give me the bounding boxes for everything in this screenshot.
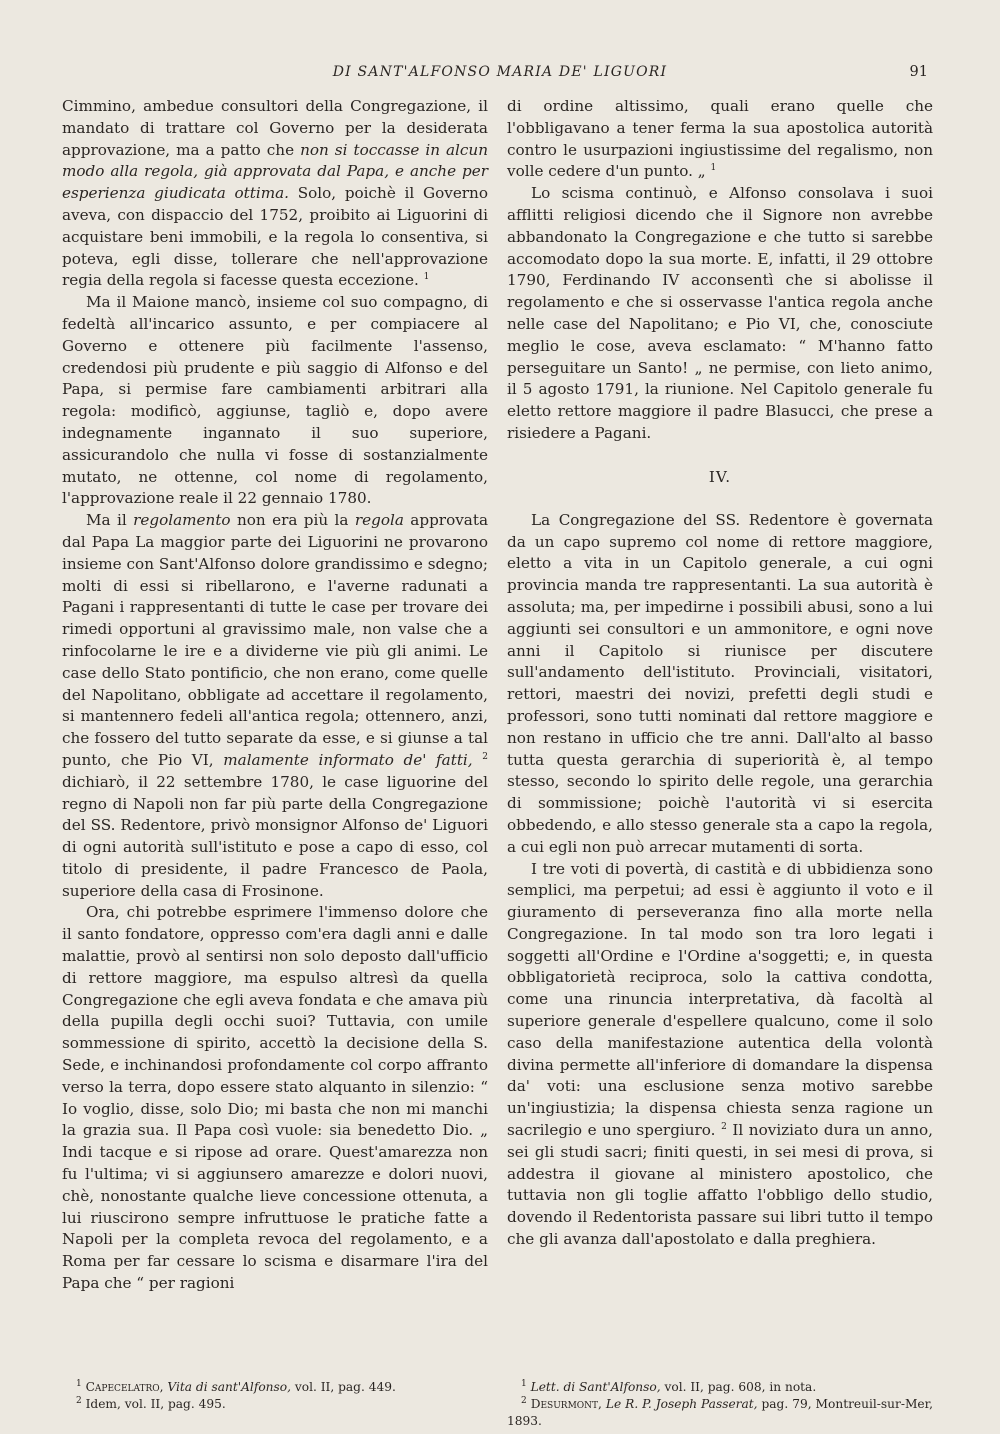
text-run: La Congregazione del SS. Redentore è governata da un capo supremo col nome di rettore maggiore, eletto a vita in un Capitolo generale, a cui ogni provincia manda tre rappresentanti. La sua autorità è assoluta; ma, per impedirne i possibili abusi, sono a lui aggiunti sei consultori e un ammonitore, e ogni nove anni il Capitolo si riunisce per discutere sull'andamento dell'istituto. Provinciali, visitatori, rettori, maestri dei novizi, prefetti degli studi e professori, sono tutti nominati dal rettore maggiore e non restano in ufficio che tre anni. Dall'alto al basso tutta questa gerarchia di superiorità è, al tempo stesso, secondo lo spirito delle regole, una gerarchia di sommissione; poichè l'autorità vi si esercita obbedendo, e allo stesso generale sta a capo la regola, a cui egli non può arrecar mutamenti di sorta. — [507, 510, 933, 856]
paragraph — [62, 902, 488, 1294]
italic-text: Vita di sant'Alfonso, — [167, 1380, 291, 1394]
paragraph — [507, 859, 933, 1251]
text-run: dichiarò, il 22 settembre 1780, le case liguorine del regno di Napoli non far più parte della Congregazione del SS. Redentore, privò monsignor Alfonso de' Liguori di ogni autorità sull'istituto e pose a capo di esso, col titolo di presidente, il padre Francesco de Paola, superiore della casa di Frosinone. — [62, 772, 488, 900]
small-caps-text: Capecelatro, — [85, 1380, 164, 1394]
text-run: Il noviziato dura un anno, sei gli studi sacri; finiti questi, in sei mesi di prova, si addestra il giovane al ministero apostolico, che tuttavia non gli toglie affatto l'obbligo dello studio, dovendo il Redentorista passare sui libri tutto il tempo che gli avanza dall'apostolato e dalla preghiera. — [507, 1121, 933, 1249]
text-run: di ordine altissimo, quali erano quelle che l'obbligavano a tener ferma la sua apostolica autorità contro le usurpazioni ingiustissime del regalismo, non volle cedere d'un punto. „ — [507, 97, 933, 181]
italic-text: regola — [354, 511, 404, 530]
italic-text: Le R. P. Joseph Passerat, — [605, 1397, 758, 1411]
paragraph — [62, 96, 488, 292]
footnote — [62, 1396, 488, 1413]
footnote-ref: 2 — [521, 1395, 527, 1406]
text-run: vol. II, pag. 449. — [290, 1380, 396, 1394]
text-run: Ma il — [86, 511, 134, 530]
section-heading: IV. — [708, 467, 732, 486]
footnote-ref: 1 — [76, 1378, 82, 1389]
text-run: non era più la — [230, 511, 355, 530]
paragraph — [62, 510, 488, 902]
footnote-ref: 1 — [423, 272, 430, 283]
text-run: Cimmino, ambedue consultori della Congregazione, il mandato di trattare col Governo per la desiderata approvazione, ma a patto che — [62, 97, 488, 159]
footnote-ref: 2 — [721, 1122, 727, 1132]
paragraph — [507, 183, 933, 445]
text-run: Idem, vol. II, pag. 495. — [81, 1397, 226, 1411]
italic-text: non si toccasse in alcun modo alla regola, già approvata dal Papa, e anche per esperienza giudicata ottima. — [62, 140, 488, 203]
running-head — [0, 62, 1000, 84]
paragraph — [507, 96, 933, 183]
text-run — [473, 751, 483, 769]
running-title: DI SANT'ALFONSO MARIA DE' LIGUORI — [332, 64, 668, 80]
italic-text: malamente informato de' fatti, — [223, 750, 473, 769]
footnote-ref: 2 — [482, 751, 489, 762]
right-column — [507, 96, 933, 1251]
text-run: I tre voti di povertà, di castità e di ubbidienza sono semplici, ma perpetui; ad essi è aggiunto il voto e il giuramento di perseveranza fino alla morte nella Congregazione. In tal modo son tra loro legati i soggetti all'Ordine e l'Ordine a'soggetti; e, in questa obbligatorietà reciproca, solo la cattiva condotta, come una rinuncia interpretativa, dà facoltà al superiore generale d'espellere qualcuno, come il solo caso della manifestazione autentica della volontà divina permette all'inferiore di domandare la dispensa da' voti: una esclusione senza motivo sarebbe un'ingiustizia; la dispensa chiesta senza ragione un sacrilegio e uno spergiuro. — [507, 859, 933, 1140]
right-column-text-top — [507, 96, 933, 445]
text-run: vol. II, pag. 608, in nota. — [660, 1380, 817, 1394]
text-run: Ma il Maione mancò, insieme col suo compagno, di fedeltà all'incarico assunto, e per compiacere al Governo e ottenere più facilmente l'assenso, credendosi più prudente e più saggio di Alfonso e del Papa, si permise fare cambiamenti arbitrari alla regola: modificò, aggiunse, tagliò e, dopo avere indegnamente ingannato il suo superiore, assicurandolo che nulla vi fosse di sostanzialmente mutato, ne ottenne, col nome di regolamento, l'approvazione reale il 22 gennaio 1780. — [62, 293, 488, 508]
text-run: approvata dal Papa La maggior parte dei Liguorini ne provarono insieme con Sant'Alfonso dolore grandissimo e sdegno; molti di essi si ribellarono, e l'averne radunati a Pagani i rappresentanti di tutte le case per trovare dei rimedi opportuni al gravissimo male, non valse che a rinfocolarne le ire e a dividerne vie più gli animi. Le case dello Stato pontificio, che non erano, come quelle del Napolitano, obbligate ad accettare il regolamento, si mantennero fedeli all'antica regola; ottennero, anzi, che fossero del tutto separate da esse, e si giunse a tal punto, che Pio VI, — [62, 511, 489, 769]
footnote-ref: 1 — [521, 1378, 527, 1389]
text-run: Lo scisma continuò, e Alfonso consolava i suoi afflitti religiosi dicendo che il Signore non avrebbe abbandonato la Congregazione e che tutto si sarebbe accomodato dopo la sua morte. E, infatti, il 29 ottobre 1790, Ferdinando IV acconsentì che si abolisse il regolamento e che si osservasse l'antica regola anche nelle case del Napolitano; e Pio VI, che, conosciute meglio le cose, aveva esclamato: “ M'hanno fatto perseguitare un Santo! „ ne permise, con lieto animo, il 5 agosto 1791, la riunione. Nel Capitolo generale fu eletto rettore maggiore il padre Blasucci, che prese a risiedere a Pagani. — [507, 184, 933, 442]
paragraph — [62, 292, 488, 510]
footnote — [507, 1379, 933, 1396]
text-run: Solo, poichè il Governo aveva, con dispaccio del 1752, proibito ai Liguorini di acquistare beni immobili, e la regola lo consentiva, si poteva, egli disse, tollerare che nell'approvazione regia della regola si facesse questa eccezione. — [62, 184, 488, 290]
right-column-text-bottom — [507, 510, 933, 1251]
footnote-ref: 1 — [710, 163, 717, 174]
left-column — [62, 96, 488, 1295]
left-column-text — [62, 96, 488, 1295]
italic-text: regolamento — [133, 511, 231, 530]
footnote — [62, 1379, 488, 1396]
text-run: Ora, chi potrebbe esprimere l'immenso dolore che il santo fondatore, oppresso com'era dagli anni e dalle malattie, provò al sentirsi non solo deposto dall'ufficio di rettore maggiore, ma espulso altresì da quella Congregazione che egli aveva fondata e che amava più della pupilla degli occhi suoi? Tuttavia, con umile sommessione di spirito, accettò la decisione della S. Sede, e inchinandosi profondamente col corpo affranto verso la terra, dopo essere stato alquanto in silenzio: “ Io voglio, disse, solo Dio; mi basta che non mi manchi la grazia sua. Il Papa così vuole: sia benedetto Dio. „ Indi tacque e si ripose ad orare. Quest'amarezza non fu l'ultima; vi si aggiunsero amarezze e dolori nuovi, chè, nonostante qualche lieve concessione ottenuta, a lui riuscirono sempre infruttuose le pratiche fatte a Napoli per la completa revoca del regolamento, e a Roma per far cessare lo scisma e disarmare l'ira del Papa che “ per ragioni — [62, 903, 488, 1293]
footnote-ref: 2 — [76, 1395, 82, 1406]
paragraph — [507, 510, 933, 859]
right-footnotes — [507, 1379, 933, 1430]
footnote — [507, 1396, 933, 1430]
page-number: 91 — [909, 64, 928, 80]
italic-text: Lett. di Sant'Alfonso, — [530, 1380, 661, 1394]
small-caps-text: Desurmont, — [530, 1397, 602, 1411]
left-footnotes — [62, 1379, 488, 1413]
text-run: pag. 79, Montreuil-sur-Mer, 1893. — [507, 1397, 933, 1428]
